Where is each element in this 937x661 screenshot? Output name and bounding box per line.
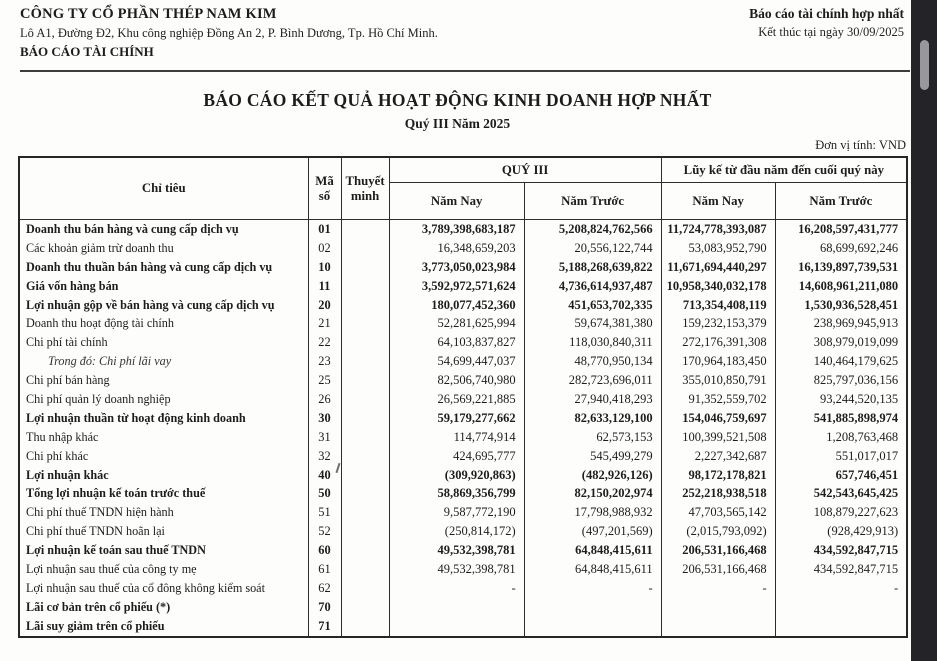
table-header [19, 157, 907, 220]
q3-current-year-cell: 26,569,221,885 [389, 390, 524, 409]
ytd-prior-year-cell: 16,139,897,739,531 [775, 258, 907, 277]
q3-current-year-cell: 49,532,398,781 [389, 541, 524, 560]
indicator-cell: Doanh thu hoạt động tài chính [19, 314, 308, 333]
ytd-current-year-cell: 91,352,559,702 [661, 390, 775, 409]
ytd-prior-year-cell: 542,543,645,425 [775, 484, 907, 503]
q3-current-year-cell: 424,695,777 [389, 447, 524, 466]
q3-prior-year-cell: 118,030,840,311 [524, 333, 661, 352]
indicator-cell: Chi phí bán hàng [19, 371, 308, 390]
q3-current-year-cell: 114,774,914 [389, 428, 524, 447]
ytd-prior-year-cell: 1,208,763,468 [775, 428, 907, 447]
ytd-prior-year-cell [775, 598, 907, 617]
note-cell [341, 390, 389, 409]
q3-current-year-cell: 3,789,398,683,187 [389, 220, 524, 239]
note-cell [341, 560, 389, 579]
q3-prior-year-cell: 282,723,696,011 [524, 371, 661, 390]
column-group-ytd: Lũy kế từ đầu năm đến cuối quý này [661, 157, 907, 183]
code-cell: 01 [308, 220, 341, 239]
q3-prior-year-cell: 20,556,122,744 [524, 239, 661, 258]
ytd-current-year-cell: 98,172,178,821 [661, 466, 775, 485]
note-cell [341, 352, 389, 371]
q3-current-year-cell: 16,348,659,203 [389, 239, 524, 258]
table-row [19, 390, 907, 409]
indicator-cell: Doanh thu bán hàng và cung cấp dịch vụ [19, 220, 308, 239]
indicator-cell: Lợi nhuận kế toán sau thuế TNDN [19, 541, 308, 560]
q3-prior-year-cell: 82,150,202,974 [524, 484, 661, 503]
viewer-gutter [911, 0, 937, 661]
ytd-current-year-cell: 11,724,778,393,087 [661, 220, 775, 239]
code-cell: 40 [308, 466, 341, 485]
q3-prior-year-cell: 5,208,824,762,566 [524, 220, 661, 239]
ytd-prior-year-cell: 434,592,847,715 [775, 560, 907, 579]
ytd-prior-year-cell: 14,608,961,211,080 [775, 277, 907, 296]
q3-prior-year-cell: 17,798,988,932 [524, 503, 661, 522]
code-cell: 22 [308, 333, 341, 352]
note-cell [341, 277, 389, 296]
ytd-prior-year-cell: 551,017,017 [775, 447, 907, 466]
q3-current-year-cell: 59,179,277,662 [389, 409, 524, 428]
period-end-label: Kết thúc tại ngày 30/09/2025 [758, 25, 904, 39]
table-row [19, 522, 907, 541]
q3-current-year-cell: - [389, 579, 524, 598]
ytd-prior-year-cell: 1,530,936,528,451 [775, 296, 907, 315]
indicator-cell: Doanh thu thuần bán hàng và cung cấp dịch vụ [19, 258, 308, 277]
company-address: Lô A1, Đường Đ2, Khu công nghiệp Đồng An 2, P. Bình Dương, Tp. Hồ Chí Minh. [20, 26, 438, 40]
ytd-prior-year-cell: 541,885,898,974 [775, 409, 907, 428]
indicator-cell: Giá vốn hàng bán [19, 277, 308, 296]
q3-prior-year-cell: 5,188,268,639,822 [524, 258, 661, 277]
ytd-current-year-cell: 100,399,521,508 [661, 428, 775, 447]
table-row [19, 541, 907, 560]
table-row [19, 617, 907, 637]
table-row [19, 277, 907, 296]
ytd-current-year-cell: (2,015,793,092) [661, 522, 775, 541]
code-cell: 51 [308, 503, 341, 522]
note-cell [341, 503, 389, 522]
q3-prior-year-cell [524, 617, 661, 637]
note-cell [341, 484, 389, 503]
table-row [19, 598, 907, 617]
ytd-prior-year-cell: 93,244,520,135 [775, 390, 907, 409]
table-row [19, 409, 907, 428]
table-row [19, 579, 907, 598]
note-cell [341, 220, 389, 239]
ytd-prior-year-cell: 657,746,451 [775, 466, 907, 485]
ytd-prior-year-cell: 308,979,019,099 [775, 333, 907, 352]
column-header-ytd-prior-year: Năm Trước [775, 183, 907, 220]
ytd-current-year-cell [661, 617, 775, 637]
table-row [19, 352, 907, 371]
table-row [19, 258, 907, 277]
q3-prior-year-cell [524, 598, 661, 617]
income-statement-table [18, 156, 908, 638]
code-cell: 30 [308, 409, 341, 428]
table-row [19, 503, 907, 522]
ytd-current-year-cell: 154,046,759,697 [661, 409, 775, 428]
table-row [19, 466, 907, 485]
ytd-current-year-cell [661, 598, 775, 617]
indicator-cell: Tổng lợi nhuận kế toán trước thuế [19, 484, 308, 503]
code-cell: 71 [308, 617, 341, 637]
note-cell [341, 598, 389, 617]
q3-current-year-cell: 64,103,837,827 [389, 333, 524, 352]
code-cell: 21 [308, 314, 341, 333]
indicator-cell: Chi phí thuế TNDN hoãn lại [19, 522, 308, 541]
page-title: BÁO CÁO KẾT QUẢ HOẠT ĐỘNG KINH DOANH HỢP NHẤT [203, 90, 712, 110]
column-header-code: Mã số [308, 157, 341, 220]
q3-prior-year-cell: 59,674,381,380 [524, 314, 661, 333]
ytd-current-year-cell: 272,176,391,308 [661, 333, 775, 352]
ytd-current-year-cell: 47,703,565,142 [661, 503, 775, 522]
q3-current-year-cell: 9,587,772,190 [389, 503, 524, 522]
q3-current-year-cell: (250,814,172) [389, 522, 524, 541]
ytd-current-year-cell: 206,531,166,468 [661, 541, 775, 560]
q3-current-year-cell: (309,920,863) [389, 466, 524, 485]
code-cell: 23 [308, 352, 341, 371]
code-cell: 50 [308, 484, 341, 503]
ytd-current-year-cell: - [661, 579, 775, 598]
indicator-cell: Các khoản giảm trừ doanh thu [19, 239, 308, 258]
ytd-current-year-cell: 713,354,408,119 [661, 296, 775, 315]
code-cell: 61 [308, 560, 341, 579]
column-header-q3-prior-year: Năm Trước [524, 183, 661, 220]
note-cell [341, 296, 389, 315]
indicator-cell: Lợi nhuận sau thuế của công ty mẹ [19, 560, 308, 579]
q3-prior-year-cell: 4,736,614,937,487 [524, 277, 661, 296]
note-cell [341, 541, 389, 560]
q3-prior-year-cell: 48,770,950,134 [524, 352, 661, 371]
table-row [19, 560, 907, 579]
code-cell: 20 [308, 296, 341, 315]
scrollbar-thumb[interactable] [920, 40, 929, 90]
indicator-cell: Trong đó: Chi phí lãi vay [19, 352, 308, 371]
q3-current-year-cell: 52,281,625,994 [389, 314, 524, 333]
q3-prior-year-cell: 545,499,279 [524, 447, 661, 466]
q3-current-year-cell: 49,532,398,781 [389, 560, 524, 579]
q3-prior-year-cell: 62,573,153 [524, 428, 661, 447]
ytd-current-year-cell: 2,227,342,687 [661, 447, 775, 466]
note-cell [341, 258, 389, 277]
code-cell: 70 [308, 598, 341, 617]
q3-prior-year-cell: (482,926,126) [524, 466, 661, 485]
code-cell: 26 [308, 390, 341, 409]
q3-current-year-cell: 54,699,447,037 [389, 352, 524, 371]
column-header-ytd-current-year: Năm Nay [661, 183, 775, 220]
table-row [19, 428, 907, 447]
code-cell: 52 [308, 522, 341, 541]
code-cell: 60 [308, 541, 341, 560]
note-cell [341, 409, 389, 428]
column-group-q3: QUÝ III [389, 157, 661, 183]
ytd-prior-year-cell: (928,429,913) [775, 522, 907, 541]
q3-prior-year-cell: (497,201,569) [524, 522, 661, 541]
indicator-cell: Chi phí tài chính [19, 333, 308, 352]
letterhead-right [749, 6, 904, 40]
indicator-cell: Thu nhập khác [19, 428, 308, 447]
ytd-current-year-cell: 170,964,183,450 [661, 352, 775, 371]
code-cell: 02 [308, 239, 341, 258]
column-header-indicator: Chỉ tiêu [19, 157, 308, 220]
q3-prior-year-cell: 64,848,415,611 [524, 541, 661, 560]
table-row [19, 447, 907, 466]
ytd-current-year-cell: 206,531,166,468 [661, 560, 775, 579]
code-cell: 25 [308, 371, 341, 390]
code-cell: 10 [308, 258, 341, 277]
table-row [19, 220, 907, 239]
code-cell: 62 [308, 579, 341, 598]
indicator-cell: Chi phí khác [19, 447, 308, 466]
q3-prior-year-cell: 451,653,702,335 [524, 296, 661, 315]
q3-current-year-cell: 82,506,740,980 [389, 371, 524, 390]
code-cell: 31 [308, 428, 341, 447]
currency-unit-note: Đơn vị tính: VND [815, 138, 906, 152]
note-cell [341, 579, 389, 598]
ytd-prior-year-cell: 140,464,179,625 [775, 352, 907, 371]
ytd-current-year-cell: 159,232,153,379 [661, 314, 775, 333]
ytd-prior-year-cell: 16,208,597,431,777 [775, 220, 907, 239]
indicator-cell: Chi phí thuế TNDN hiện hành [19, 503, 308, 522]
page-subtitle: Quý III Năm 2025 [404, 116, 511, 131]
q3-prior-year-cell: 64,848,415,611 [524, 560, 661, 579]
indicator-cell: Lợi nhuận gộp về bán hàng và cung cấp dịch vụ [19, 296, 308, 315]
indicator-cell: Lợi nhuận thuần từ hoạt động kinh doanh [19, 409, 308, 428]
ytd-prior-year-cell: 238,969,945,913 [775, 314, 907, 333]
note-cell [341, 466, 389, 485]
report-kind-label: Báo cáo tài chính hợp nhất [749, 6, 904, 21]
q3-current-year-cell [389, 617, 524, 637]
letterhead-left [20, 6, 580, 60]
note-cell [341, 371, 389, 390]
table-row [19, 484, 907, 503]
company-name: CÔNG TY CỔ PHẦN THÉP NAM KIM [20, 6, 277, 22]
report-table-body [19, 220, 907, 637]
ytd-prior-year-cell [775, 617, 907, 637]
q3-current-year-cell: 180,077,452,360 [389, 296, 524, 315]
note-cell [341, 333, 389, 352]
table-row [19, 239, 907, 258]
indicator-cell: Lợi nhuận sau thuế của cổ đông không kiểm soát [19, 579, 308, 598]
q3-current-year-cell [389, 598, 524, 617]
document-type-label: BÁO CÁO TÀI CHÍNH [20, 44, 154, 59]
column-header-note: Thuyết minh [341, 157, 389, 220]
ytd-prior-year-cell: 68,699,692,246 [775, 239, 907, 258]
q3-prior-year-cell: 82,633,129,100 [524, 409, 661, 428]
note-cell [341, 314, 389, 333]
code-cell: 11 [308, 277, 341, 296]
table-row [19, 333, 907, 352]
table-row [19, 371, 907, 390]
table-row [19, 314, 907, 333]
ytd-current-year-cell: 355,010,850,791 [661, 371, 775, 390]
table-row [19, 296, 907, 315]
note-cell [341, 522, 389, 541]
indicator-cell: Chi phí quản lý doanh nghiệp [19, 390, 308, 409]
q3-current-year-cell: 3,592,972,571,624 [389, 277, 524, 296]
q3-prior-year-cell: 27,940,418,293 [524, 390, 661, 409]
code-cell: 32 [308, 447, 341, 466]
indicator-cell: Lãi cơ bản trên cổ phiếu (*) [19, 598, 308, 617]
ytd-current-year-cell: 252,218,938,518 [661, 484, 775, 503]
ytd-current-year-cell: 10,958,340,032,178 [661, 277, 775, 296]
ytd-prior-year-cell: 434,592,847,715 [775, 541, 907, 560]
ytd-current-year-cell: 53,083,952,790 [661, 239, 775, 258]
q3-current-year-cell: 58,869,356,799 [389, 484, 524, 503]
ytd-prior-year-cell: - [775, 579, 907, 598]
q3-prior-year-cell: - [524, 579, 661, 598]
note-cell [341, 617, 389, 637]
ytd-prior-year-cell: 108,879,227,623 [775, 503, 907, 522]
letterhead-divider [20, 70, 910, 72]
note-cell [341, 447, 389, 466]
indicator-cell: Lợi nhuận khác [19, 466, 308, 485]
q3-current-year-cell: 3,773,050,023,984 [389, 258, 524, 277]
note-cell [341, 239, 389, 258]
indicator-cell: Lãi suy giảm trên cổ phiếu [19, 617, 308, 637]
ytd-prior-year-cell: 825,797,036,156 [775, 371, 907, 390]
column-header-q3-current-year: Năm Nay [389, 183, 524, 220]
note-cell [341, 428, 389, 447]
ytd-current-year-cell: 11,671,694,440,297 [661, 258, 775, 277]
